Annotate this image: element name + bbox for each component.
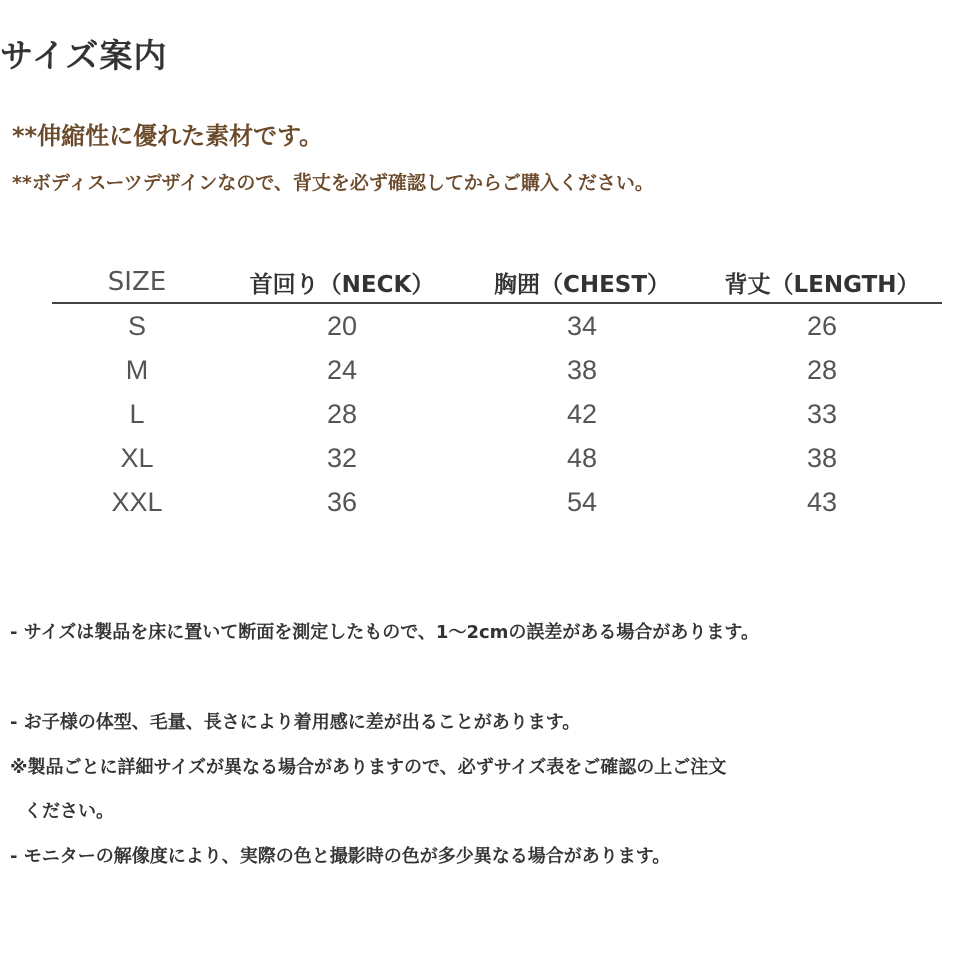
cell-length: 26	[806, 310, 838, 341]
cell-size: XXL	[111, 486, 163, 517]
cell-chest: 42	[566, 398, 598, 429]
header-chest: 胸囲（CHEST）	[462, 262, 702, 303]
cell-length: 43	[806, 486, 838, 517]
cell-neck: 24	[326, 354, 358, 385]
cell-chest: 48	[566, 442, 598, 473]
cell-size: M	[125, 354, 149, 385]
header-length: 背丈（LENGTH）	[702, 262, 942, 303]
table-row	[52, 392, 942, 436]
header-size: SIZE	[52, 262, 222, 303]
table-row	[52, 436, 942, 480]
cell-neck: 36	[326, 486, 358, 517]
cell-size: XL	[120, 442, 154, 473]
cell-chest: 54	[566, 486, 598, 517]
notes-section	[10, 618, 950, 872]
cell-neck: 32	[326, 442, 358, 473]
cell-chest: 38	[566, 354, 598, 385]
monitor-color-note: - モニターの解像度により、実際の色と撮影時の色が多少異なる場合があります。	[10, 846, 671, 867]
page-title: サイズ案内	[0, 36, 168, 75]
cell-length: 38	[806, 442, 838, 473]
header-neck: 首回り（NECK）	[222, 262, 462, 303]
cell-length: 33	[806, 398, 838, 429]
measurement-error-note: - サイズは製品を床に置いて断面を測定したもので、1～2cmの誤差がある場合があります。	[10, 622, 759, 643]
cell-size: L	[129, 398, 145, 429]
table-row	[52, 348, 942, 392]
cell-size: S	[127, 310, 146, 341]
size-chart-table	[52, 262, 942, 524]
table-row	[52, 303, 942, 348]
bodysuit-length-note: **ボディスーツデザインなので、背丈を必ず確認してからご購入ください。	[12, 172, 654, 194]
cell-chest: 34	[566, 310, 598, 341]
fit-variation-note: - お子様の体型、毛量、長さにより着用感に差が出ることがあります。	[10, 712, 581, 733]
stretch-material-note: **伸縮性に優れた素材です。	[12, 122, 324, 150]
cell-neck: 28	[326, 398, 358, 429]
size-chart-check-note: ※製品ごとに詳細サイズが異なる場合がありますので、必ずサイズ表をご確認の上ご注文	[10, 757, 727, 778]
size-chart-check-note-continued: ください。	[24, 801, 114, 822]
cell-length: 28	[806, 354, 838, 385]
table-header-row	[52, 262, 942, 303]
table-row	[52, 480, 942, 524]
cell-neck: 20	[326, 310, 358, 341]
